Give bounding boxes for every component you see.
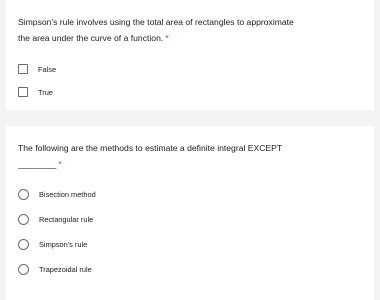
question-text-line2: ________ <box>18 159 57 169</box>
checkbox-option-false[interactable] <box>18 62 56 76</box>
radio-option-bisection-method[interactable] <box>18 187 96 201</box>
radio-button-icon[interactable] <box>18 214 29 225</box>
option-label: True <box>38 87 53 97</box>
radio-button-icon[interactable] <box>18 189 29 200</box>
question-text-line1: The following are the methods to estimate a definite integral EXCEPT <box>18 143 283 153</box>
option-label: False <box>38 64 57 74</box>
radio-button-icon[interactable] <box>18 264 29 275</box>
option-label: Trapezoidal rule <box>39 264 92 274</box>
question-text-line2: the area under the curve of a function. <box>18 33 164 43</box>
question-card-2 <box>6 126 374 300</box>
option-label: Simpson's rule <box>39 239 88 249</box>
question-title <box>18 14 364 46</box>
checkbox-option-true[interactable] <box>18 85 53 99</box>
checkbox-icon[interactable] <box>18 64 28 74</box>
radio-option-rectangular-rule[interactable] <box>18 212 93 226</box>
radio-option-simpsons-rule[interactable] <box>18 237 87 251</box>
option-label: Rectangular rule <box>39 214 94 224</box>
required-asterisk: * <box>165 33 169 43</box>
option-label: Bisection method <box>39 189 96 199</box>
question-text-line1: Simpson's rule involves using the total area of rectangles to approximate <box>18 17 294 27</box>
radio-option-trapezoidal-rule[interactable] <box>18 262 92 276</box>
required-asterisk: * <box>58 159 62 169</box>
question-card-1 <box>6 0 374 110</box>
radio-button-icon[interactable] <box>18 239 29 250</box>
question-title <box>18 140 364 172</box>
checkbox-icon[interactable] <box>18 87 28 97</box>
